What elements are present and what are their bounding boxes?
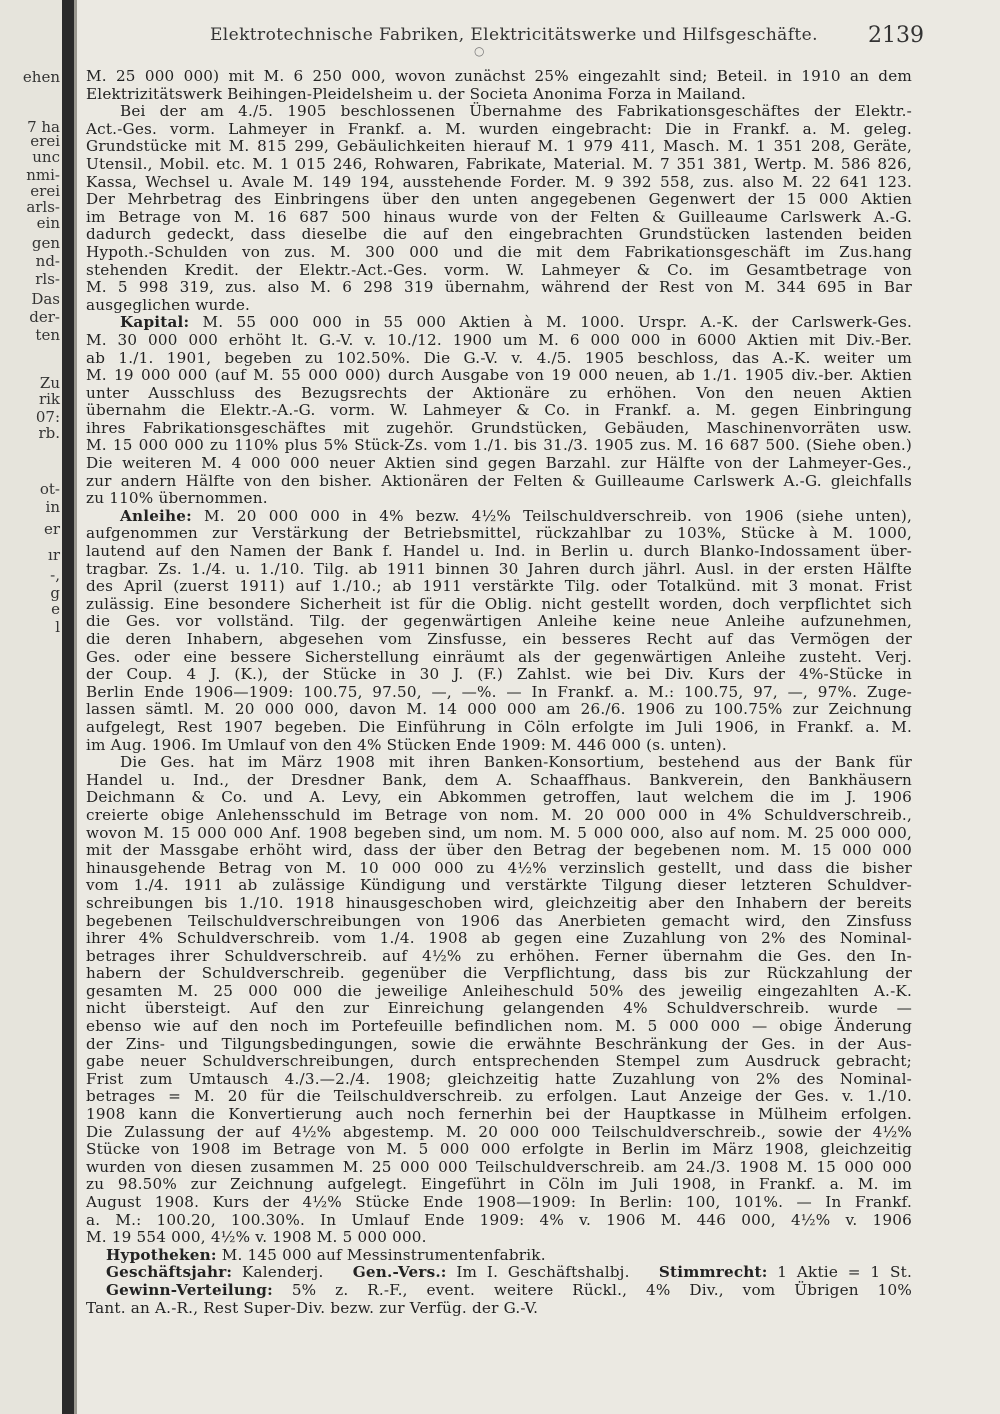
section-label: Kapital: — [120, 313, 190, 332]
text-line: zur andern Hälfte von den bisher. Aktionären der Felten & Guilleaume Carlswerk A.-G. gleichfalls — [86, 471, 912, 490]
text-line: die Ges. vor vollständ. Tilg. der gegenwärtigen Anleihe keine neue Anleihe aufzunehmen, — [86, 612, 912, 631]
text-line: 1908 kann die Konvertierung auch noch fernerhin bei der Hauptkasse in Mülheim erfolgen. — [86, 1105, 912, 1124]
text-line: zulässig. Eine besondere Sicherheit ist für die Oblig. nicht gestellt worden, doch verpflichtet sich — [86, 594, 912, 613]
text-line: Utensil., Mobil. etc. M. 1 015 246, Rohwaren, Fabrikate, Material. M. 7 351 381, Wertp. M. 586 826, — [86, 154, 912, 173]
text-line: Die Ges. hat im März 1908 mit ihren Banken-Konsortium, bestehend aus der Bank für — [120, 753, 912, 772]
paragraph — [86, 754, 912, 1247]
line-text: Im I. Geschäftshalbj. — [456, 1263, 630, 1282]
line-text: M. 20 000 000 in 4% bezw. 4½% Teilschuldverschreib. von 1906 (siehe unten), — [204, 506, 912, 525]
facing-page-fragment: der- — [29, 308, 60, 326]
running-header: Elektrotechnische Fabriken, Elektricitätswerke und Hilfsgeschäfte. — [210, 25, 818, 45]
text-line: Act.-Ges. vorm. Lahmeyer in Frankf. a. M. wurden eingebracht: Die in Frankf. a. M. geleg. — [86, 119, 912, 138]
facing-page-fragment: Zu — [39, 374, 60, 392]
text-line: der Zins- und Tilgungsbedingungen, sowie die erwähnte Beschränkung der Ges. in der Aus- — [86, 1034, 912, 1053]
geschaeftsjahr-line — [86, 1264, 912, 1282]
paragraph — [86, 314, 912, 508]
text-line: schreibungen bis 1./10. 1918 hinausgeschoben wird, gleichzeitig aber den Inhabern der bereits — [86, 893, 912, 912]
main-text-column — [86, 68, 912, 1317]
text-line: tragbar. Zs. 1./4. u. 1./10. Tilg. ab 1911 binnen 30 Jahren durch jährl. Ausl. in der ersten Hälfte — [86, 559, 912, 578]
line-text: M. 55 000 000 in 55 000 Aktien à M. 1000. Urspr. A.-K. der Carlswerk-Ges. — [202, 313, 913, 332]
text-line: wurden von diesen zusammen M. 25 000 000 Teilschuldverschreib. am 24./3. 1908 M. 15 000 000 — [86, 1157, 912, 1176]
text-line: nicht übersteigt. Auf den zur Einreichung gelangenden 4% Schuldverschreib. wurde — — [86, 999, 912, 1018]
text-line: begebenen Teilschuldverschreibungen von 1906 das Anerbieten gemacht wird, den Zinsfuss — [86, 911, 912, 930]
text-line: Hypoth.-Schulden von zus. M. 300 000 und die mit dem Fabrikationsgeschäft im Zus.hang — [86, 242, 912, 261]
text-line: ab 1./1. 1901, begeben zu 102.50%. Die G.-V. v. 4./5. 1905 beschloss, das A.-K. weiter um — [86, 348, 912, 367]
gewinn-verteilung-line — [86, 1282, 912, 1300]
paragraph — [86, 508, 912, 754]
text-line: Kassa, Wechsel u. Avale M. 149 194, ausstehende Forder. M. 9 392 558, zus. also M. 22 641 123. — [86, 172, 912, 191]
line-text: 1 Aktie = 1 St. — [777, 1263, 912, 1282]
text-line: hinausgehende Betrag von M. 10 000 000 zu 4½% verzinslich gestellt, und dass die bisher — [86, 858, 912, 877]
text-line: M. 15 000 000 zu 110% plus 5% Stück-Zs. vom 1./1. bis 31./3. 1905 zus. M. 16 687 500. (Siehe oben.) — [86, 436, 912, 455]
facing-page-fragment: ehen — [22, 68, 60, 86]
facing-page-fragment: ein — [36, 214, 60, 232]
section-label: Hypotheken: — [106, 1245, 217, 1264]
text-line: M. 19 554 000, 4½% v. 1908 M. 5 000 000. — [86, 1228, 427, 1247]
text-line: Frist zum Umtausch 4./3.—2./4. 1908; gleichzeitig hatte Zuzahlung von 2% des Nominal- — [86, 1069, 912, 1088]
text-line: im Aug. 1906. Im Umlauf von den 4% Stücken Ende 1909: M. 446 000 (s. unten). — [86, 735, 727, 754]
facing-page-gutter — [0, 0, 62, 1414]
text-line: habern der Schuldverschreib. gegenüber die Verpflichtung, dass bis zur Rückzahlung der — [86, 964, 912, 983]
text-line: Ges. oder eine bessere Sicherstellung einräumt als der gegenwärtigen Anleihe zusteht. Verj. — [86, 647, 912, 666]
text-line: betrages ihrer Schuldverschreib. auf 4½% zu erhöhen. Ferner übernahm die Ges. den In- — [86, 946, 912, 965]
section-label: Gen.-Vers.: — [352, 1263, 447, 1282]
facing-page-fragment: rb. — [38, 424, 60, 442]
line-text: 5% z. R.-F., event. weitere Rückl., 4% Div., vom Übrigen 10% — [291, 1280, 912, 1299]
facing-page-fragment: ten — [35, 326, 60, 344]
facing-page-fragment: rls- — [35, 270, 60, 288]
text-line: stehenden Kredit. der Elektr.-Act.-Ges. vorm. W. Lahmeyer & Co. im Gesamtbetrage von — [86, 260, 912, 279]
text-line: Die Zulassung der auf 4½% abgestemp. M. 20 000 000 Teilschuldverschreib., sowie der 4½% — [86, 1122, 912, 1141]
text-line: Grundstücke mit M. 815 299, Gebäulichkeiten hierauf M. 1 979 411, Masch. M. 1 351 208, Geräte, — [86, 137, 912, 156]
text-line: der Coup. 4 J. (K.), der Stücke in 30 J. (F.) Zahlst. wie bei Div. Kurs der 4%-Stücke in — [86, 665, 912, 684]
facing-page-fragment: 07: — [35, 408, 60, 426]
gewinn-verteilung-line-2: Tant. an A.-R., Rest Super-Div. bezw. zur Verfüg. der G.-V. — [86, 1298, 539, 1317]
facing-page-fragment: nd- — [35, 252, 60, 270]
text-line: im Betrage von M. 16 687 500 hinaus wurde von der Felten & Guilleaume Carlswerk A.-G. — [86, 207, 912, 226]
text-line: aufgenommen zur Verstärkung der Betriebsmittel, rückzahlbar zu 103%, Stücke à M. 1000, — [86, 524, 912, 543]
line-text: M. 145 000 auf Messinstrumentenfabrik. — [221, 1245, 546, 1264]
text-line: creierte obige Anlehensschuld im Betrage von nom. M. 20 000 000 in 4% Schuldverschreib., — [86, 805, 912, 824]
text-line: M. 19 000 000 (auf M. 55 000 000) durch Ausgabe von 19 000 neuen, ab 1./1. 1905 div.-ber. Aktien — [86, 366, 912, 385]
text-line: lautend auf den Namen der Bank f. Handel u. Ind. in Berlin u. durch Blanko-Indossament über- — [86, 542, 912, 561]
text-line: Handel u. Ind., der Dresdner Bank, dem A. Schaaffhaus. Bankverein, den Bankhäusern — [86, 770, 912, 789]
text-line: dadurch gedeckt, dass dieselbe die auf den eingebrachten Grundstücken lastenden beiden — [86, 225, 912, 244]
text-line: M. 30 000 000 erhöht lt. G.-V. v. 10./12. 1900 um M. 6 000 000 in 6000 Aktien mit Div.-Ber. — [86, 330, 912, 349]
facing-page-fragment: ır — [48, 546, 60, 564]
text-line: Die weiteren M. 4 000 000 neuer Aktien sind gegen Barzahl. zur Hälfte von der Lahmeyer-Ges., — [86, 454, 912, 473]
text-line: zu 98.50% zur Zeichnung aufgelegt. Eingeführt in Cöln im Juli 1908, in Frankf. a. M. im — [86, 1175, 912, 1194]
facing-page-fragment: erei — [30, 182, 60, 200]
hypotheken-line — [86, 1247, 912, 1265]
facing-page-fragment: in — [45, 498, 60, 516]
text-line: ihrer 4% Schuldverschreib. vom 1./4. 1908 ab gegen eine Zuzahlung von 2% des Nominal- — [86, 929, 912, 948]
line-text: Kalenderj. — [241, 1263, 324, 1282]
text-line: lassen sämtl. M. 20 000 000, davon M. 14 000 000 am 26./6. 1906 zu 100.75% zur Zeichnung — [86, 700, 912, 719]
section-label: Stimmrecht: — [658, 1263, 768, 1282]
text-line: unter Ausschluss des Bezugsrechts der Aktionäre zu erhöhen. Von den neuen Aktien — [86, 383, 912, 402]
facing-page-fragment: l — [55, 618, 60, 636]
page-number: 2139 — [868, 23, 924, 48]
text-line: Bei der am 4./5. 1905 beschlossenen Übernahme des Fabrikationsgeschäftes der Elektr.- — [120, 102, 912, 121]
text-line: zu 110% übernommen. — [86, 489, 268, 508]
facing-page-fragment: arls- — [26, 198, 60, 216]
section-label: Gewinn-Verteilung: — [106, 1280, 273, 1299]
facing-page-fragment: er — [43, 520, 60, 538]
text-line: gabe neuer Schuldverschreibungen, durch entsprechenden Stempel zum Ausdruck gebracht; — [86, 1052, 912, 1071]
text-line — [86, 314, 912, 332]
text-line: die deren Inhabern, abgesehen vom Zinsfusse, ein besseres Recht auf das Vermögen der — [86, 630, 912, 648]
text-line: ausgeglichen wurde. — [86, 295, 251, 314]
text-line: aufgelegt, Rest 1907 begeben. Die Einführung in Cöln erfolgte im Juli 1906, in Frankf. a. M. — [86, 717, 912, 736]
text-line: gesamten M. 25 000 000 die jeweilige Anleiheschuld 50% des jeweilig eingezahlten A.-K. — [86, 981, 912, 1000]
paragraph — [86, 68, 912, 103]
text-line: mit der Massgabe erhöht wird, dass der über den Betrag der begebenen nom. M. 15 000 000 — [86, 841, 912, 860]
punch-mark: ○ — [474, 44, 485, 58]
text-line: Der Mehrbetrag des Einbringens über den unten angegebenen Gegenwert der 15 000 Aktien — [86, 190, 912, 209]
facing-page-fragment: 7 ha — [27, 118, 60, 136]
section-label: Anleihe: — [120, 506, 192, 525]
text-line: Elektrizitätswerk Beihingen-Pleidelsheim u. der Societa Anonima Forza in Mailand. — [86, 84, 747, 103]
text-line: a. M.: 100.20, 100.30%. In Umlauf Ende 1909: 4% v. 1906 M. 446 000, 4½% v. 1906 — [86, 1210, 912, 1229]
facing-page-fragment: erei — [30, 132, 60, 150]
text-line: des April (zuerst 1911) auf 1./10.; ab 1911 verstärkte Tilg. oder Totalkünd. mit 3 monat. Frist — [86, 577, 912, 596]
text-line: ihres Fabrikationsgeschäftes mit zugehör. Grundstücken, Gebäuden, Maschinenvorräten usw. — [86, 418, 912, 437]
text-line: Berlin Ende 1906—1909: 100.75, 97.50, —, —%. — In Frankf. a. M.: 100.75, 97, —, 97%. Zuge- — [86, 682, 912, 701]
text-line — [86, 508, 912, 526]
text-line: Stücke von 1908 im Betrage von M. 5 000 000 erfolgte in Berlin im März 1908, gleichzeitig — [86, 1140, 912, 1159]
text-line: M. 5 998 319, zus. also M. 6 298 319 übernahm, während der Rest von M. 344 695 in Bar — [86, 278, 912, 297]
text-line: betrages = M. 20 für die Teilschuldverschreib. zu erfolgen. Laut Anzeige der Ges. v. 1./10. — [86, 1087, 912, 1106]
text-line: ebenso wie auf den noch im Portefeuille befindlichen nom. M. 5 000 000 — obige Änderung — [86, 1017, 912, 1036]
facing-page-fragment: nmi- — [26, 166, 60, 184]
text-line: übernahm die Elektr.-A.-G. vorm. W. Lahmeyer & Co. in Frankf. a. M. gegen Einbringung — [86, 401, 912, 420]
facing-page-fragment: ot- — [39, 480, 60, 498]
text-line: wovon M. 15 000 000 Anf. 1908 begeben sind, um nom. M. 5 000 000, also auf nom. M. 25 000 000, — [86, 823, 912, 842]
text-line: M. 25 000 000) mit M. 6 250 000, wovon zunächst 25% eingezahlt sind; Beteil. in 1910 an dem — [86, 67, 912, 85]
page-binding-edge — [74, 0, 77, 1414]
facing-page-fragment: e — [51, 600, 60, 618]
paragraph — [86, 103, 912, 314]
text-line: vom 1./4. 1911 ab zulässige Kündigung und verstärkte Tilgung dieser letzteren Schuldver- — [86, 876, 912, 895]
facing-page-fragment: -, — [50, 566, 60, 584]
text-line: Deichmann & Co. und A. Levy, ein Abkommen getroffen, laut welchem die im J. 1906 — [86, 788, 912, 807]
facing-page-fragment: unc — [32, 148, 60, 166]
facing-page-fragment: g — [50, 584, 60, 602]
page-binding — [62, 0, 74, 1414]
facing-page-fragment: rik — [38, 390, 60, 408]
text-line: August 1908. Kurs der 4½% Stücke Ende 1908—1909: In Berlin: 100, 101%. — In Frankf. — [86, 1193, 912, 1211]
section-label: Geschäftsjahr: — [106, 1263, 233, 1282]
facing-page-fragment: Das — [31, 290, 60, 308]
facing-page-fragment: gen — [31, 234, 60, 252]
